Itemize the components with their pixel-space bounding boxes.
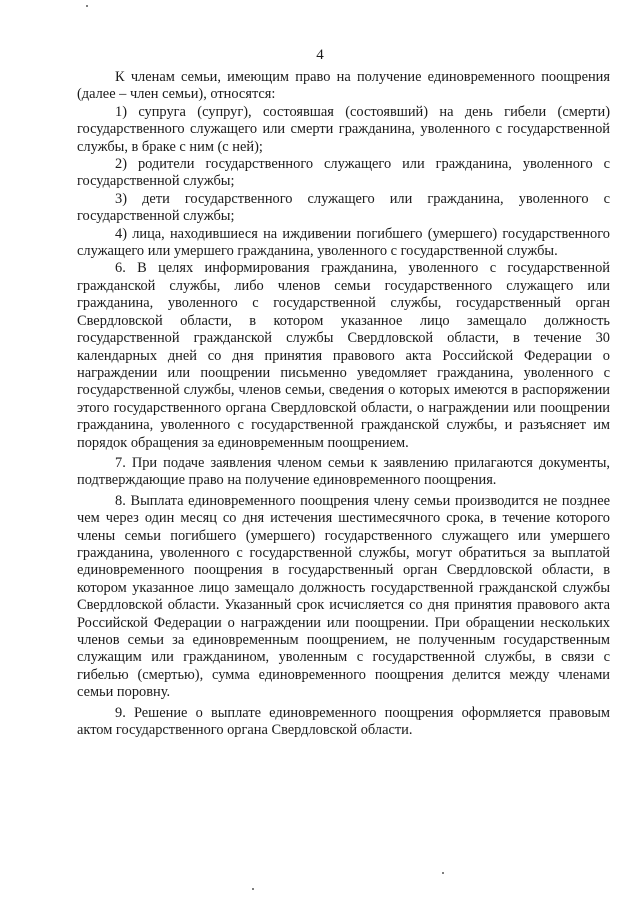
document-body bbox=[77, 69, 610, 739]
paragraph-item-3-children: 3) дети государственного служащего или гражданина, уволенного с государственной службы; bbox=[77, 190, 610, 225]
scan-speck bbox=[442, 872, 444, 874]
page-number: 4 bbox=[316, 47, 324, 63]
paragraph-section-6: 6. В целях информирования гражданина, уволенного с государственной гражданской службы, либо членов семьи государственного служащего или гражданина, уволенного с государственной службы, государственный орган Свердловской области, в котором указанное лицо замещало должность государственной гражданской службы Свердловской области, в течение 30 календарных дней со дня принятия правового акта Российской Федерации о награждении или поощрении письменно уведомляет гражданина, уволенного с государственной службы, членов семьи, сведения о которых имеются в распоряжении этого государственного органа Свердловской области, о награждении или поощрении гражданина, уволенного с государственной гражданской службы, и разъясняет им порядок обращения за единовременным поощрением. bbox=[77, 260, 610, 451]
paragraph-item-4-dependents: 4) лица, находившиеся на иждивении погибшего (умершего) государственного служащего или умершего гражданина, уволенного с государственной службы. bbox=[77, 225, 610, 260]
paragraph-section-7: 7. При подаче заявления членом семьи к заявлению прилагаются документы, подтверждающие право на получение единовременного поощрения. bbox=[77, 454, 610, 489]
paragraph-section-8: 8. Выплата единовременного поощрения члену семьи производится не позднее чем через один месяц со дня истечения шестимесячного срока, в течение которого члены семьи погибшего (умершего) государственного служащего или умершего гражданина, уволенного с государственной службы, могут обратиться за выплатой единовременного поощрения в государственный орган Свердловской области, в котором указанное лицо замещало должность государственной гражданской службы Свердловской области. Указанный срок исчисляется со дня принятия правового акта Российской Федерации о награждении или поощрении. При обращении нескольких членов семьи за единовременным поощрением, не полученным государственным служащим или гражданином, уволенным с государственной службы, в связи с гибелью (смертью), сумма единовременного поощрения делится между членами семьи поровну. bbox=[77, 492, 610, 701]
scan-speck bbox=[252, 888, 254, 890]
scan-speck bbox=[86, 5, 88, 7]
paragraph-item-2-parents: 2) родители государственного служащего или гражданина, уволенного с государственной службы; bbox=[77, 156, 610, 190]
paragraph-family-members-intro: К членам семьи, имеющим право на получение единовременного поощрения (далее – член семьи), относятся: bbox=[77, 69, 610, 103]
paragraph-item-1-spouse: 1) супруга (супруг), состоявшая (состоявший) на день гибели (смерти) государственного служащего или смерти гражданина, уволенного с государственной службы, в браке с ним (с ней); bbox=[77, 103, 610, 155]
paragraph-section-9: 9. Решение о выплате единовременного поощрения оформляется правовым актом государственного органа Свердловской области. bbox=[77, 704, 610, 739]
